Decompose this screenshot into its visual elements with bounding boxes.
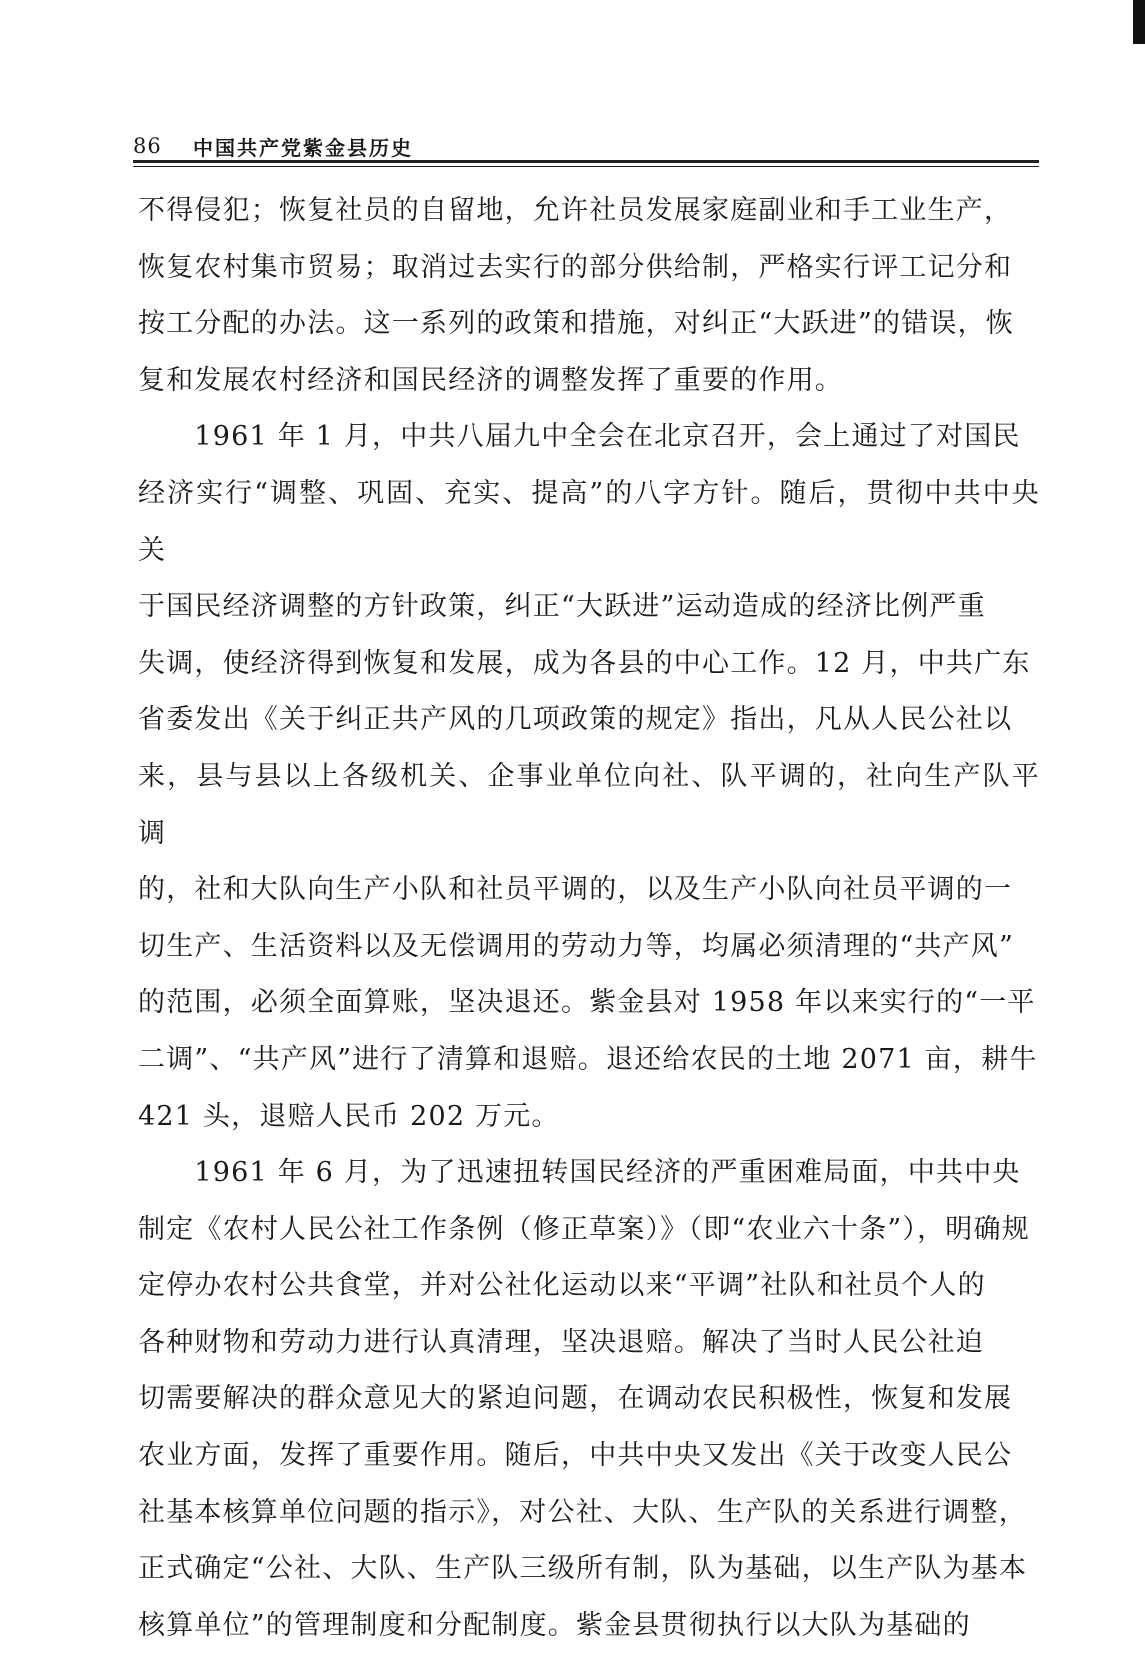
body-text <box>138 183 1040 1654</box>
header-rule-thin <box>133 166 1039 167</box>
paragraph-2: 1961 年 1 月，中共八届九中全会在北京召开，会上通过了对国民 经济实行“调整、巩固、充实、提高”的八字方针。随后，贯彻中共中央关 于国民经济调整的方针政策，纠正“大跃进”运动造成的经济比例严重 失调，使经济得到恢复和发展，成为各县的中心工作。12 月，中共广东 省委发出《关于纠正共产风的几项政策的规定》指出，凡从人民公社以 来，县与县以上各级机关、企事业单位向社、队平调的，社向生产队平调 的，社和大队向生产小队和社员平调的，以及生产小队向社员平调的一 切生产、生活资料以及无偿调用的劳动力等，均属必须清理的“共产风” 的范围，必须全面算账，坚决退还。紫金县对 1958 年以来实行的“一平 二调”、“共产风”进行了清算和退赔。退还给农民的土地 2071 亩，耕牛 421 头，退赔人民币 202 万元。 <box>138 421 1040 1132</box>
page-number: 86 <box>133 134 162 158</box>
running-title: 中国共产党紫金县历史 <box>193 136 413 160</box>
paragraph-3: 1961 年 6 月，为了迅速扭转国民经济的严重困难局面，中共中央 制定《农村人民公社工作条例（修正草案）》（即“农业六十条”），明确规 定停办农村公共食堂，并对公社化运动以来“平调”社队和社员个人的 各种财物和劳动力进行认真清理，坚决退赔。解决了当时人民公社迫 切需要解决的群众意见大的紧迫问题，在调动农民积极性，恢复和发展 农业方面，发挥了重要作用。随后，中共中央又发出《关于改变人民公 社基本核算单位问题的指示》，对公社、大队、生产队的关系进行调整， 正式确定“公社、大队、生产队三级所有制，队为基础，以生产队为基本 核算单位”的管理制度和分配制度。紫金县贯彻执行以大队为基础的 <box>138 1157 1030 1641</box>
paragraph-1: 不得侵犯；恢复社员的自留地，允许社员发展家庭副业和手工业生产， 恢复农村集市贸易；取消过去实行的部分供给制，严格实行评工记分和 按工分配的办法。这一系列的政策和措施，对纠正“大跃进”的错误，恢 复和发展农村经济和国民经济的调整发挥了重要的作用。 <box>138 195 1015 396</box>
header-rule-thick <box>133 160 1039 163</box>
scan-edge-mark <box>1133 0 1145 44</box>
page-header <box>133 128 1039 164</box>
